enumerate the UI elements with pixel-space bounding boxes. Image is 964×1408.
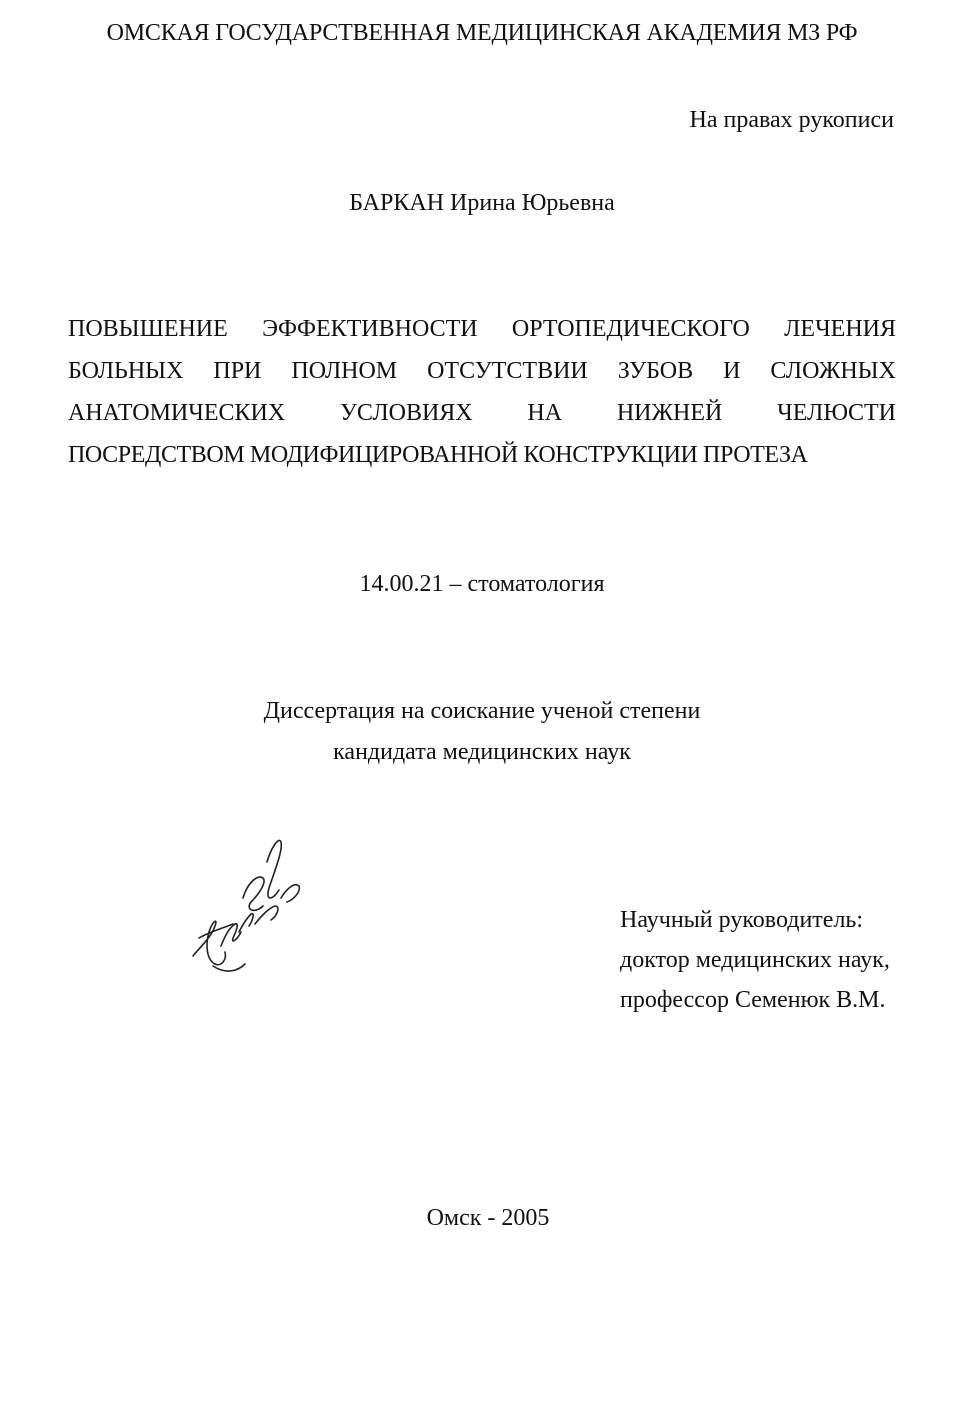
dissertation-title: [68, 315, 896, 483]
title-word: ЛЕЧЕНИЯ: [784, 316, 896, 342]
title-word: ЭФФЕКТИВНОСТИ: [262, 316, 478, 342]
dissertation-purpose: Диссертация на соискание ученой степени: [263, 698, 701, 724]
title-word: ПОЛНОМ: [291, 358, 398, 384]
title-word: НИЖНЕЙ: [616, 400, 723, 426]
author-name: БАРКАН Ирина Юрьевна: [349, 190, 615, 216]
title-word: УСЛОВИЯХ: [339, 400, 473, 426]
title-word: И: [723, 358, 741, 384]
handwritten-signature-icon: [185, 828, 315, 978]
supervisor-name: профессор Семенюк В.М.: [620, 987, 886, 1013]
title-word: ПРИ: [213, 358, 262, 384]
institution-name: ОМСКАЯ ГОСУДАРСТВЕННАЯ МЕДИЦИНСКАЯ АКАДЕМИЯ МЗ РФ: [106, 20, 858, 46]
supervisor-label: Научный руководитель:: [620, 907, 864, 933]
supervisor-degree: доктор медицинских наук,: [620, 947, 890, 973]
title-word: СЛОЖНЫХ: [770, 358, 896, 384]
title-word: ПОСРЕДСТВОМ МОДИФИЦИРОВАННОЙ КОНСТРУКЦИИ ПРОТЕЗА: [68, 442, 808, 468]
title-word: АНАТОМИЧЕСКИХ: [68, 400, 286, 426]
title-line-2: [68, 357, 896, 385]
academic-degree: кандидата медицинских наук: [333, 739, 631, 765]
title-line-3: [68, 399, 896, 427]
title-word: ОРТОПЕДИЧЕСКОГО: [511, 316, 750, 342]
title-word: НА: [527, 400, 563, 426]
title-word: ПОВЫШЕНИЕ: [68, 316, 228, 342]
title-line-4: [68, 441, 896, 469]
title-word: ЧЕЛЮСТИ: [777, 400, 896, 426]
title-line-1: [68, 315, 896, 343]
specialty-code: 14.00.21 – стоматология: [359, 571, 605, 597]
title-word: БОЛЬНЫХ: [68, 358, 184, 384]
supervisor-block: [620, 906, 890, 1026]
title-word: ЗУБОВ: [617, 358, 694, 384]
manuscript-note: На правах рукописи: [689, 107, 894, 133]
city-year: Омск - 2005: [426, 1205, 550, 1231]
title-word: ОТСУТСТВИИ: [427, 358, 588, 384]
